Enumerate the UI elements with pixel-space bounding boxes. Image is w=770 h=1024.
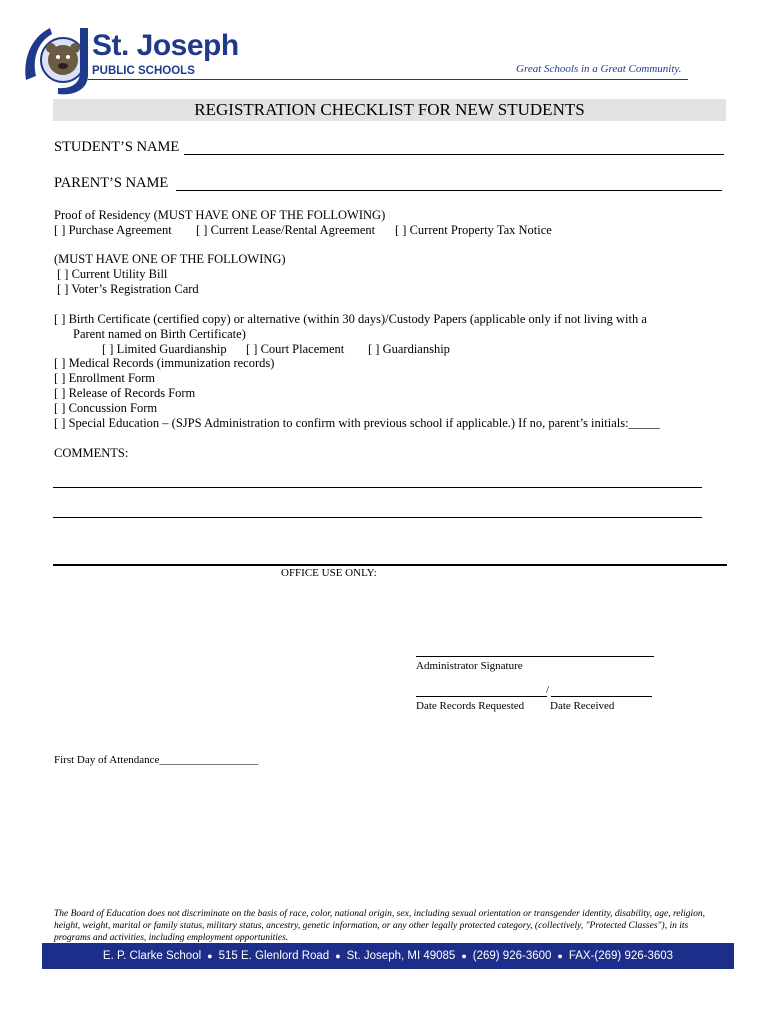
checkbox-medical-records[interactable]: [ ] Medical Records (immunization records) [54, 356, 275, 370]
school-logo [18, 20, 96, 98]
date-separator: / [546, 684, 550, 696]
checkbox-property-tax[interactable]: [ ] Current Property Tax Notice [395, 223, 552, 237]
student-name-label: STUDENT’S NAME [54, 139, 180, 155]
date-received-line[interactable] [551, 696, 652, 697]
footer-school: E. P. Clarke School [102, 950, 202, 962]
date-requested-label: Date Records Requested [416, 700, 525, 712]
footer-contact-bar [42, 943, 734, 969]
parent-name-line[interactable] [176, 190, 722, 191]
comments-label: COMMENTS: [54, 446, 129, 460]
school-name: St. Joseph [92, 29, 239, 62]
checkbox-utility-bill[interactable]: [ ] Current Utility Bill [57, 267, 168, 281]
bullet-icon: ● [335, 951, 341, 961]
checkbox-guardianship[interactable]: [ ] Guardianship [368, 342, 450, 356]
comment-line-1[interactable] [53, 487, 702, 488]
checkbox-purchase-agreement[interactable]: [ ] Purchase Agreement [54, 223, 172, 237]
school-subtitle: PUBLIC SCHOOLS [92, 65, 195, 77]
office-divider [53, 564, 727, 566]
footer-fax: FAX-(269) 926-3603 [568, 950, 674, 962]
admin-signature-line[interactable] [416, 656, 654, 657]
residency-heading-2: (MUST HAVE ONE OF THE FOLLOWING) [54, 252, 286, 266]
checkbox-limited-guardianship[interactable]: [ ] Limited Guardianship [102, 342, 227, 356]
parent-name-label: PARENT’S NAME [54, 175, 169, 191]
checkbox-birth-certificate[interactable]: [ ] Birth Certificate (certified copy) or alternative (within 30 days)/Custody Papers (applicable only if not living with a [54, 312, 647, 326]
date-requested-line[interactable] [416, 696, 547, 697]
student-name-line[interactable] [184, 154, 724, 155]
office-use-label: OFFICE USE ONLY: [281, 567, 377, 579]
page-title: REGISTRATION CHECKLIST FOR NEW STUDENTS [53, 99, 726, 121]
bullet-icon: ● [557, 951, 563, 961]
birth-certificate-note: Parent named on Birth Certificate) [73, 327, 246, 341]
footer-city: St. Joseph, MI 49085 [346, 950, 456, 962]
footer-address: 515 E. Glenlord Road [218, 950, 330, 962]
admin-signature-label: Administrator Signature [416, 660, 523, 672]
bullet-icon: ● [461, 951, 467, 961]
footer-phone: (269) 926-3600 [472, 950, 552, 962]
st-joseph-bear-logo-icon [18, 20, 96, 98]
nondiscrimination-statement: The Board of Education does not discriminate on the basis of race, color, national origin, sex, including sexual orientation or transgender identity, disability, age, religion, height, weight, marital or family status, military status, ancestry, genetic information, or any other legally protected category, (collectively, "Protected Classes"), in its programs and activities, including employment opportunities. [54, 909, 706, 943]
tagline: Great Schools in a Great Community. [516, 63, 682, 75]
comment-line-2[interactable] [53, 517, 702, 518]
checkbox-voter-registration[interactable]: [ ] Voter’s Registration Card [57, 282, 199, 296]
checkbox-lease-agreement[interactable]: [ ] Current Lease/Rental Agreement [196, 223, 376, 237]
checkbox-court-placement[interactable]: [ ] Court Placement [246, 342, 345, 356]
checkbox-concussion-form[interactable]: [ ] Concussion Form [54, 401, 158, 415]
date-received-label: Date Received [550, 700, 615, 712]
checkbox-enrollment-form[interactable]: [ ] Enrollment Form [54, 371, 156, 385]
checkbox-release-records[interactable]: [ ] Release of Records Form [54, 386, 196, 400]
residency-heading: Proof of Residency (MUST HAVE ONE OF THE FOLLOWING) [54, 208, 386, 222]
header-divider [88, 79, 688, 80]
checkbox-special-education[interactable]: [ ] Special Education – (SJPS Administration to confirm with previous school if applicable.) If no, parent’s initials:_____ [54, 416, 660, 430]
bullet-icon: ● [207, 951, 213, 961]
first-day-attendance[interactable]: First Day of Attendance__________________ [54, 754, 259, 766]
